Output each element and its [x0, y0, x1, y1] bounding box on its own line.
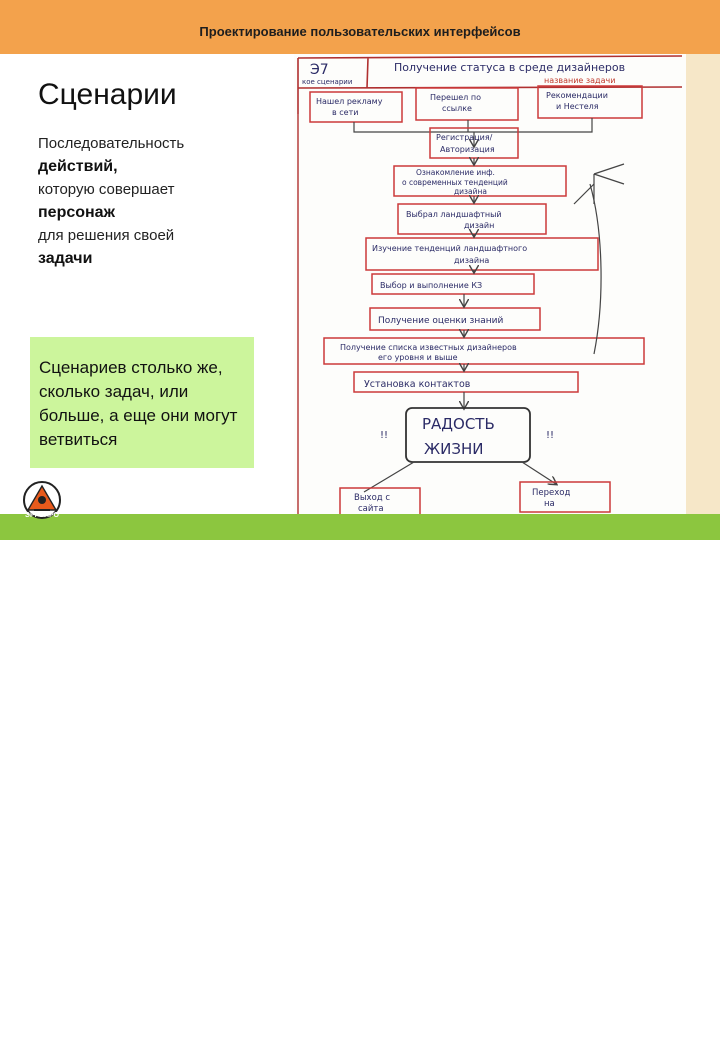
sketch-steps [324, 128, 644, 392]
exit-right-line1: Переход [532, 488, 571, 498]
exit-left-line1: Выход с [354, 493, 391, 503]
definition-line: для решения своей [38, 227, 175, 244]
sketch-entry-boxes [310, 86, 642, 122]
logo-icon [16, 476, 68, 528]
step-info-line1: Ознакомление инф. [416, 168, 495, 177]
step-choose-line1: Выбрал ландшафтный [406, 210, 502, 219]
footer-bar [0, 514, 720, 1048]
sketch-corner-id: Э7 [310, 62, 329, 78]
definition-text [38, 132, 288, 270]
exit-left-line2: сайта [358, 504, 384, 514]
header-bar [0, 0, 720, 54]
entry-link-line1: Перешел по [430, 93, 481, 102]
sketch-task-subtitle: название задачи [544, 76, 616, 85]
definition-bold-persona: персонаж [38, 204, 115, 221]
right-decor-stripe [686, 54, 720, 514]
entry-ad-line2: в сети [332, 108, 359, 117]
goal-line2: ЖИЗНИ [424, 440, 484, 458]
sketch-corner-sub: кое сценарии [302, 78, 353, 86]
entry-link-line2: ссылке [442, 104, 472, 113]
entry-reco-line1: Рекомендации [546, 91, 608, 100]
scenario-flowchart [294, 54, 686, 514]
step-info-line3: дизайна [454, 187, 488, 196]
definition-bold-actions: действий, [38, 158, 118, 175]
footer-text: ИТ МГППУ 2009 г. [603, 1034, 704, 1048]
step-contacts: Установка контактов [364, 379, 471, 390]
sketch-exits [340, 482, 610, 514]
presentation-title: Проектирование пользовательских интерфейсов [199, 24, 521, 39]
step-register-line2: Авторизация [440, 145, 495, 154]
note-text: Сценариев столько же, сколько задач, или больше, а еще они могут ветвиться [39, 358, 238, 449]
step-list-line1: Получение списка известных дизайнеров [340, 343, 517, 352]
definition-bold-task: задачи [38, 250, 93, 267]
note-box [30, 337, 254, 468]
sketch-loop-line [590, 184, 601, 354]
definition-line: которую совершает [38, 181, 175, 198]
step-study-line1: Изучение тенденций ландшафтного [372, 244, 528, 253]
step-study-line2: дизайна [454, 256, 490, 265]
logo-label: ЭРГОПРО [24, 512, 60, 519]
sketch-goal [380, 408, 554, 462]
entry-reco-line2: и Нестеля [556, 102, 599, 111]
sketch-task-title: Получение статуса в среде дизайнеров [394, 61, 626, 74]
step-task-choice: Выбор и выполнение КЗ [380, 281, 483, 290]
ergopro-logo [16, 476, 68, 528]
exit-right-line2: на [544, 499, 555, 509]
svg-text:!!: !! [546, 430, 555, 441]
step-register-line1: Регистрация/ [436, 133, 493, 142]
step-knowledge: Получение оценки знаний [378, 316, 504, 326]
step-list-line2: его уровня и выше [378, 353, 458, 362]
entry-ad-line1: Нашел рекламу [316, 97, 383, 106]
step-choose-line2: дизайн [464, 221, 495, 230]
scenario-sketch [294, 54, 686, 514]
goal-line1: РАДОСТЬ [422, 415, 495, 433]
slide-heading: Сценарии [38, 78, 177, 111]
svg-text:!!: !! [380, 430, 389, 441]
step-info-line2: о современных тенденций [402, 178, 508, 187]
definition-line: Последовательность [38, 135, 185, 152]
